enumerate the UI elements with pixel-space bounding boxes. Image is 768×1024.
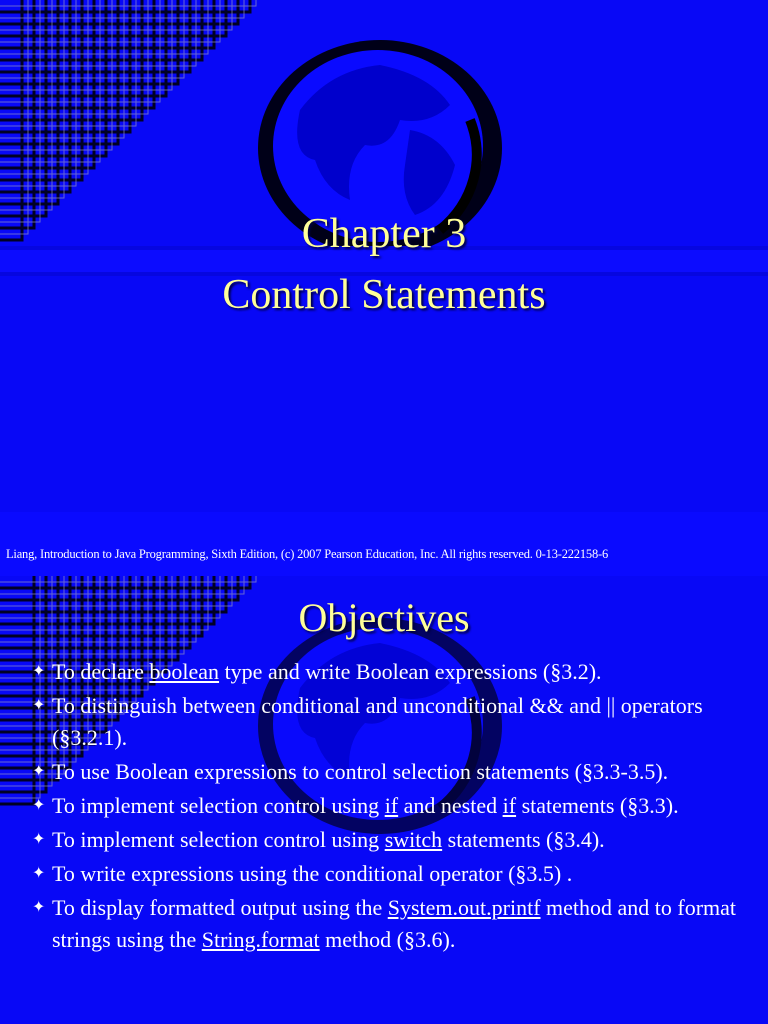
star-bullet-icon: ✦ xyxy=(32,763,46,780)
objectives-title: Objectives xyxy=(298,595,470,640)
list-item: ✦ To use Boolean expressions to control selection statements (§3.3-3.5). xyxy=(30,756,755,788)
star-bullet-icon: ✦ xyxy=(32,865,46,882)
copyright-footer: Liang, Introduction to Java Programming, Sixth Edition, (c) 2007 Pearson Education, Inc. All rights reserved. 0-13-222158-6 xyxy=(6,547,609,561)
keyword-link: if xyxy=(502,793,517,818)
chapter-title: Chapter 3 xyxy=(301,211,467,257)
star-bullet-icon: ✦ xyxy=(32,899,46,916)
list-item: ✦ To implement selection control using switch statements (§3.4). xyxy=(30,824,755,856)
keyword-link: String.format xyxy=(201,927,320,952)
list-item: ✦ To distinguish between conditional and unconditional && and || operators (§3.2.1). xyxy=(30,690,755,754)
star-bullet-icon: ✦ xyxy=(32,797,46,814)
chapter-subtitle: Control Statements xyxy=(222,272,546,318)
corner-stripes xyxy=(0,0,250,240)
objectives-list xyxy=(30,656,755,958)
list-item: ✦ To declare boolean type and write Boolean expressions (§3.2). xyxy=(30,656,755,688)
objectives-slide xyxy=(0,576,768,1024)
star-bullet-icon: ✦ xyxy=(32,831,46,848)
star-bullet-icon: ✦ xyxy=(32,697,46,714)
keyword-link: if xyxy=(384,793,399,818)
slide-gap xyxy=(0,512,768,576)
star-bullet-icon: ✦ xyxy=(32,663,46,680)
keyword-link: switch xyxy=(384,827,443,852)
list-item: ✦ To implement selection control using if and nested if statements (§3.3). xyxy=(30,790,755,822)
keyword-link: System.out.printf xyxy=(387,895,541,920)
list-item: ✦ To write expressions using the conditional operator (§3.5) . xyxy=(30,858,755,890)
keyword-link: boolean xyxy=(149,659,220,684)
list-item: ✦ To display formatted output using the System.out.printf method and to format strings using the String.format method (§3.6). xyxy=(30,892,755,956)
